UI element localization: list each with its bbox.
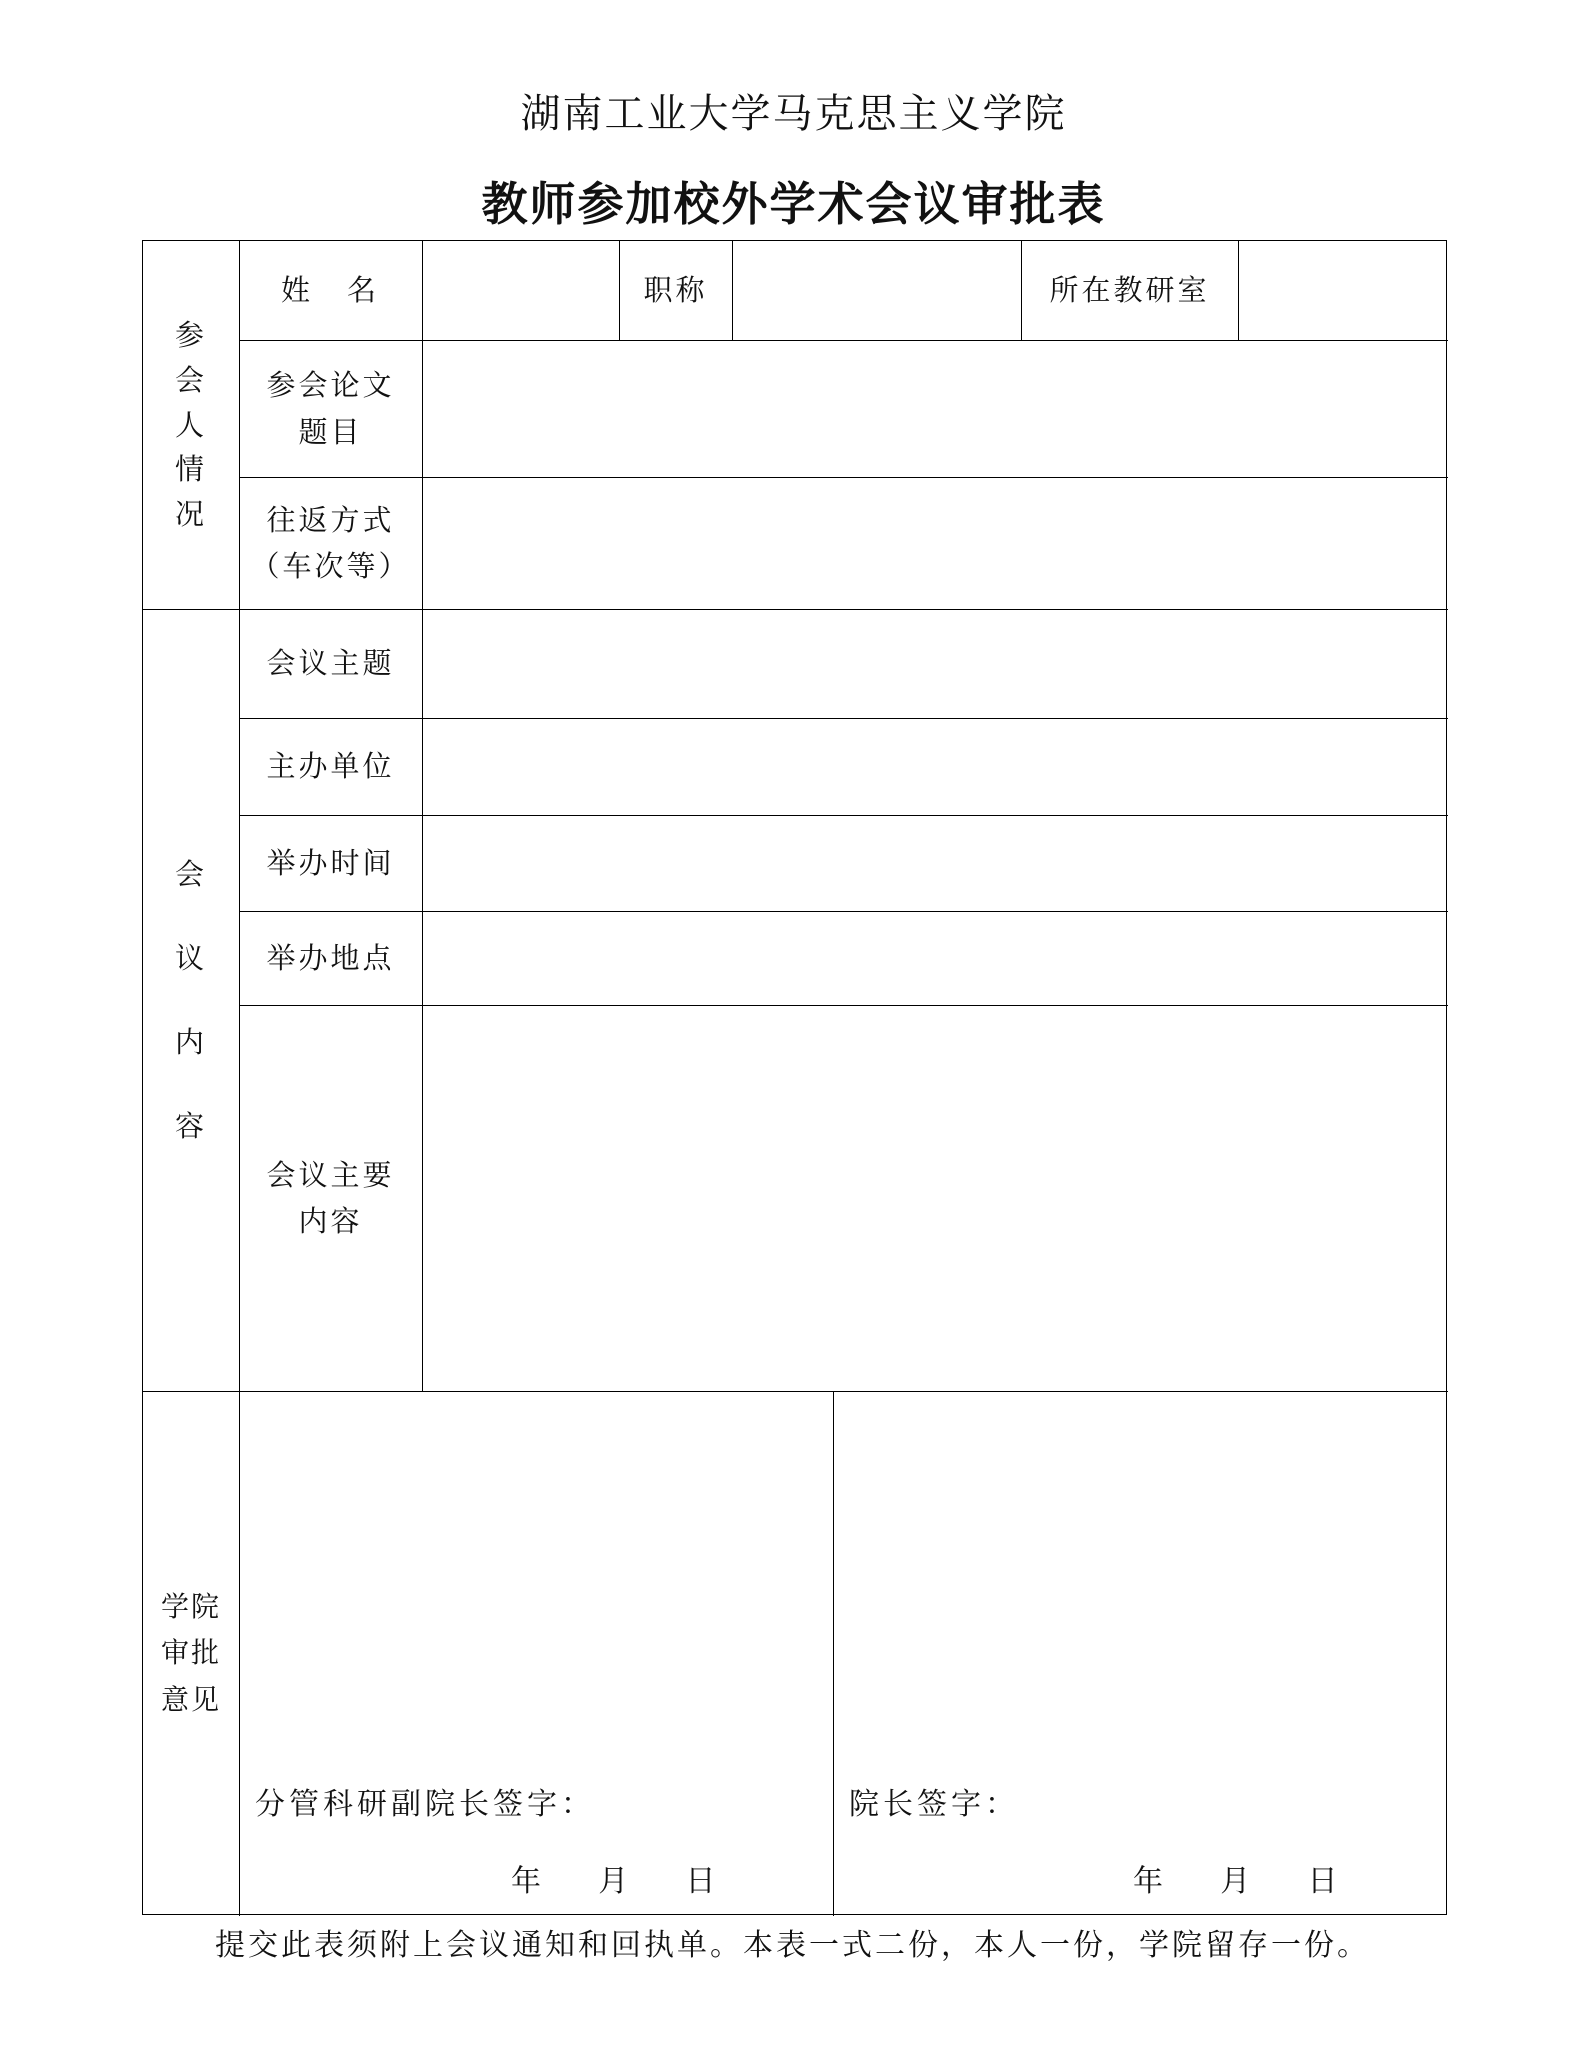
organizer-label: 主办单位 xyxy=(266,749,395,784)
form-title: 教师参加校外学术会议审批表 xyxy=(481,177,1106,231)
school-name: 湖南工业大学马克思主义学院 xyxy=(520,91,1067,137)
office-label: 所在教研室 xyxy=(1049,273,1210,308)
date-year: 年 xyxy=(1133,1864,1163,1899)
label-char: 容 xyxy=(174,1109,207,1144)
date-day: 日 xyxy=(685,1864,716,1899)
label-char: 情 xyxy=(174,452,207,487)
date-month: 月 xyxy=(598,1864,629,1899)
divider xyxy=(732,241,733,340)
meeting-content-label: 会议主要 内容 xyxy=(266,1157,395,1238)
meeting-content-input[interactable] xyxy=(438,1031,1428,1371)
vice-dean-signature-label: 分管科研副院长签字： xyxy=(255,1787,595,1822)
label-char: 况 xyxy=(174,497,207,532)
date-year: 年 xyxy=(511,1864,541,1899)
label-char: 参 xyxy=(174,317,207,352)
label-char: 议 xyxy=(174,940,207,975)
dean-date xyxy=(1133,1856,1337,1900)
footnote: 提交此表须附上会议通知和回执单。本表一式二份，本人一份，学院留存一份。 xyxy=(215,1928,1370,1963)
label-char: 内 xyxy=(174,1025,207,1059)
place-label: 举办地点 xyxy=(266,940,395,975)
divider xyxy=(239,1391,240,1916)
divider xyxy=(1238,241,1239,340)
divider xyxy=(422,241,423,1391)
title-label: 职称 xyxy=(643,273,708,308)
name-label: 姓 名 xyxy=(280,273,380,308)
label-char: 人 xyxy=(174,407,207,442)
date-day: 日 xyxy=(1307,1864,1338,1899)
divider xyxy=(833,1391,834,1916)
approval-form-table xyxy=(142,240,1447,1915)
paper-title-label: 参会论文 题目 xyxy=(266,368,395,449)
section-label-participant xyxy=(143,241,239,609)
time-label: 举办时间 xyxy=(266,845,395,880)
label-char: 会 xyxy=(174,362,207,397)
divider xyxy=(143,1391,1448,1392)
vice-dean-date xyxy=(511,1856,715,1900)
date-month: 月 xyxy=(1220,1864,1251,1899)
dean-signature-label: 院长签字： xyxy=(849,1787,1019,1822)
meeting-theme-label: 会议主题 xyxy=(266,646,395,681)
travel-mode-label: 往返方式 （车次等） xyxy=(250,502,411,583)
label-char: 会 xyxy=(174,856,207,891)
section-label-approval: 学院 审批 意见 xyxy=(160,1590,221,1716)
section-label-meeting xyxy=(143,609,239,1391)
